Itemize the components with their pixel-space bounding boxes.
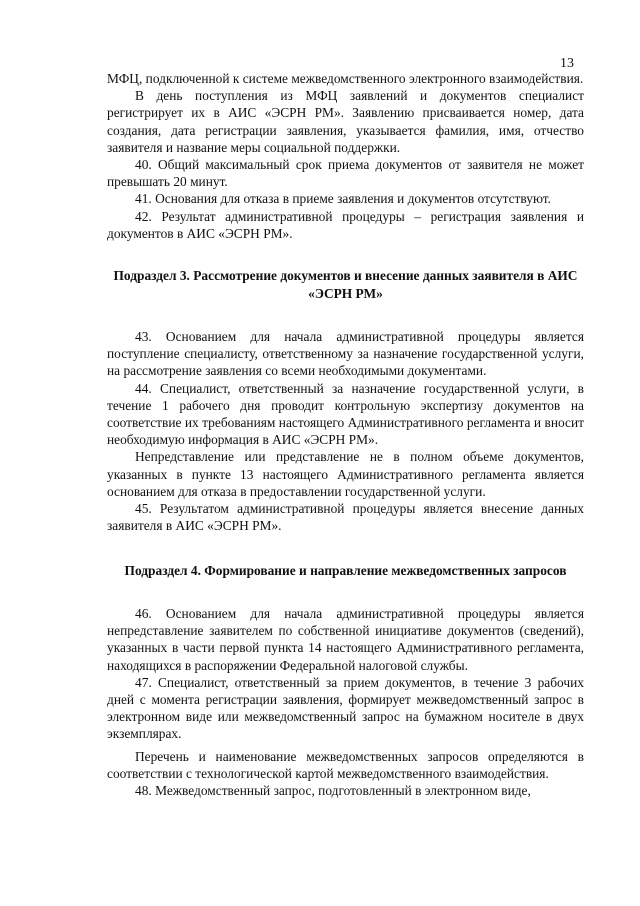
paragraph-48: 48. Межведомственный запрос, подготовленный в электронном виде,	[135, 783, 531, 798]
paragraph-40: 40. Общий максимальный срок приема документов от заявителя не может превышать 20 минут.	[107, 157, 584, 190]
document-body	[107, 70, 584, 799]
paragraph: В день поступления из МФЦ заявлений и документов специалист регистрирует их в АИС «ЭСРН РМ». Заявлению присваивается номер, дата создания, дата регистрации заявления, указывается фамилия, имя, отчество заявителя и название меры социальной поддержки.	[107, 88, 584, 155]
paragraph-42: 42. Результат административной процедуры – регистрация заявления и документов в АИС «ЭСРН РМ».	[107, 208, 584, 241]
paragraph: Непредставление или представление не в полном объеме документов, указанных в пункте 13 настоящего Административного регламента является основанием для отказа в предоставлении государственной услуги.	[107, 449, 584, 499]
paragraph-43: 43. Основанием для начала административной процедуры является поступление специалисту, ответственному за назначение государственной услуги, на рассмотрение заявления со всеми необходимыми документами.	[107, 329, 584, 379]
paragraph-45: 45. Результатом административной процедуры является внесение данных заявителя в АИС «ЭСРН РМ».	[107, 501, 584, 534]
paragraph-41: 41. Основания для отказа в приеме заявления и документов отсутствуют.	[135, 191, 551, 207]
page-number: 13	[560, 56, 574, 71]
paragraph-46: 46. Основанием для начала административной процедуры является непредставление заявителем по собственной инициативе документов (сведений), указанных в части первой пункта 14 настоящего Административного регламента, находящихся в распоряжении Федеральной налоговой службы.	[107, 605, 584, 673]
paragraph-47: 47. Специалист, ответственный за прием документов, в течение 3 рабочих дней с момента регистрации заявления, формирует межведомственный запрос в электронном виде или межведомственный запрос на бумажном носителе в двух экземплярах.	[107, 674, 584, 742]
paragraph: Перечень и наименование межведомственных запросов определяются в соответствии с технологической картой межведомственного взаимодействия.	[107, 748, 584, 781]
paragraph-44: 44. Специалист, ответственный за назначение государственной услуги, в течение 1 рабочего дня проводит контрольную экспертизу документов на соответствие их требованиям настоящего Административного регламента и вносит необходимую информация в АИС «ЭСРН РМ».	[107, 380, 584, 448]
subsection-4-heading: Подраздел 4. Формирование и направление межведомственных запросов	[124, 563, 567, 579]
paragraph-continuation: МФЦ, подключенной к системе межведомственного электронного взаимодействия.	[107, 71, 584, 86]
subsection-3-heading: Подраздел 3. Рассмотрение документов и внесение данных заявителя в АИС «ЭСРН РМ»	[113, 268, 578, 301]
